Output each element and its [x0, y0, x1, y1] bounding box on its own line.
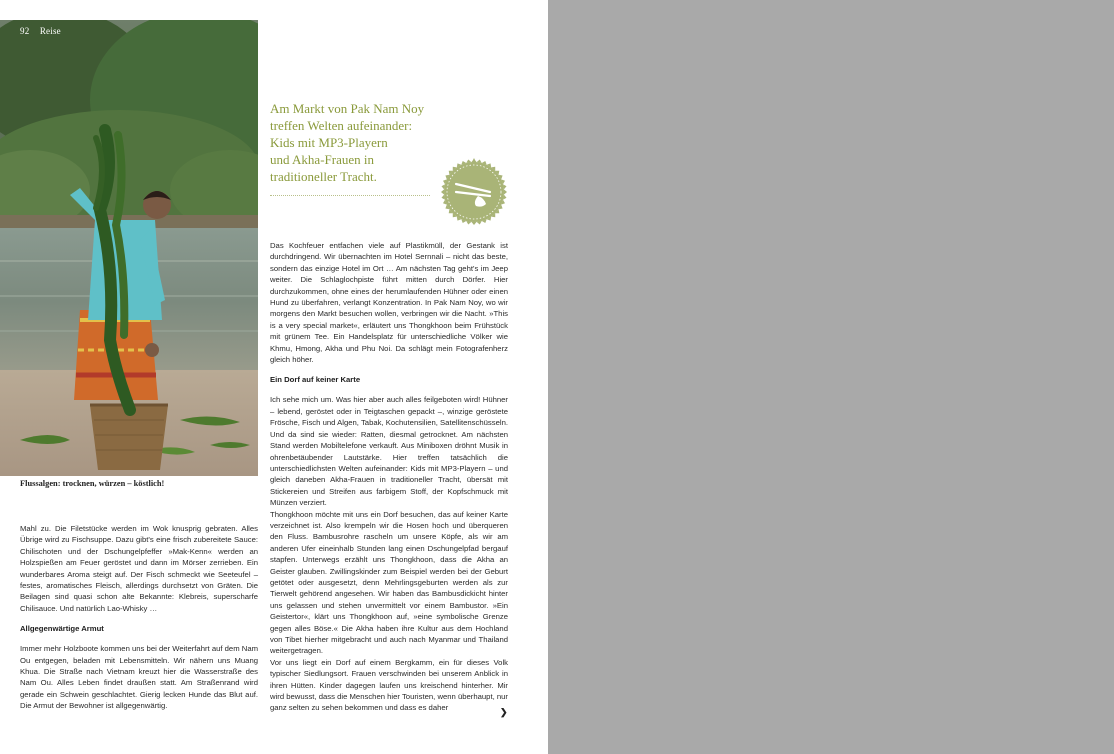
- paragraph: Mahl zu. Die Filetstücke werden im Wok knusprig gebraten. Alles Übrige wird zu Fischsuppe. Dazu gibt's eine frisch zubereitete Sauce: Chilischoten und der Dschungelpfeffer »Mak-Kenn« werden an Holzspießen am Feuer geröstet und dann im Mörser zerrieben. Ein wunderbares Aroma steigt auf. Der Fisch schmeckt wie Seeteufel – festes, aromatisches Fleisch, allerdings durchsetzt von Gräten. Die Beilagen sind quasi schon alte Bekannte: Klebreis, superscharfe Chilisauce. Und natürlich Lao-Whisky …: [20, 524, 258, 613]
- paragraph: Vor uns liegt ein Dorf auf einem Bergkamm, ein für dieses Volk typischer Siedlungsort. Frauen verschwinden bei unserem Anblick in ihren Hütten. Kinder dagegen laufen uns kreischend hinterher. Mir wird bewusst, dass die Menschen hier Touristen, wenn überhaupt, nur ganz selten zu sehen bekommen und dass es daher: [270, 657, 508, 713]
- pull-quote-line: Kids mit MP3-Playern: [270, 135, 388, 150]
- left-text-column: [20, 523, 258, 712]
- chevron-right-icon: ❯: [500, 707, 508, 717]
- photo-woman-river-algae: [0, 20, 258, 476]
- subheading: Allgegenwärtige Armut: [20, 624, 104, 634]
- subheading: Ein Dorf auf keiner Karte: [270, 375, 361, 385]
- dotted-divider: [270, 195, 430, 196]
- magazine-page: [0, 0, 548, 754]
- paragraph: Immer mehr Holzboote kommen uns bei der Weiterfahrt auf dem Nam Ou entgegen, beladen mit Lebensmitteln. Wir nähern uns Muang Khua. Die Straße nach Vietnam kreuzt hier die Wasserstraße des Nam Ou. Alles Leben findet draußen statt. Am Straßenrand wird gerade ein Schwein geschlachtet. Gierig lecken Hunde das Blut auf. Die Armut der Bewohner ist allgegenwärtig.: [20, 644, 258, 711]
- paragraph: Das Kochfeuer entfachen viele auf Plastikmüll, der Gestank ist durchdringend. Wir übernachten im Hotel Sernnali – nicht das beste, sondern das einzige Hotel im Ort … Am nächsten Tag geht's im Jeep weiter. Die Schlaglochpiste führt mitten durch Dörfer. Hier durchzukommen, ohne eines der herumlaufenden Hühner oder einen Hund zu überfahren, verlangt Konzentration. In Pak Nam Noy, wo wir morgens den Markt besuchen wollen, verbringen wir die Nacht. »This is a very special market«, erläutert uns Thongkhoon beim Frühstück mit grünem Tee. Ein Handelsplatz für unterschiedliche Völker wie Khmu, Hmong, Akha und Phu Noi. Da schlägt mein Fotografenherz gleich höher.: [270, 241, 508, 365]
- page-header: [20, 26, 61, 36]
- chopsticks-icon: [440, 158, 508, 226]
- empty-gray-area: [548, 0, 1114, 754]
- photo-caption: Flussalgen: trocknen, würzen – köstlich!: [20, 479, 165, 488]
- paragraph: Thongkhoon möchte mit uns ein Dorf besuchen, das auf keiner Karte verzeichnet ist. Also krempeln wir die Hosen hoch und überqueren den Fluss. Bambusrohre rascheln um unsere Köpfe, als wir am anderen Ufer eineinhalb Stunden lang einen Dschungelpfad bergauf stapfen. Unterwegs erzählt uns Thongkhoon, dass die Akha an Geister glauben. Zwillingskinder zum Beispiel werden bei der Geburt getötet oder ausgesetzt, denn Mehrlingsgeburten werden als zur Tierwelt gehörend angesehen. Wir haben das Bambusdickicht hinter uns gelassen und stehen unvermittelt vor einem Bambustor. »Ein Geistertor«, klärt uns Thongkhoon auf, »eine symbolische Grenze gegen alles Böse.« Die Akha haben ihre Kultur aus dem Hochland von Tibet hierher mitgebracht und auch nach Myanmar und Thailand weitergetragen.: [270, 509, 508, 656]
- pull-quote-line: und Akha-Frauen in: [270, 152, 374, 167]
- pull-quote-line: traditioneller Tracht.: [270, 169, 377, 184]
- page-number: 92: [20, 26, 30, 36]
- section-name: Reise: [39, 26, 61, 36]
- paragraph: Ich sehe mich um. Was hier aber auch alles feilgeboten wird! Hühner – lebend, geröstet oder in Teigtaschen gepackt –, winzige geröstete Frösche, Fisch und Algen, Tabak, Kochutensilien, Satellitenschüsseln. Und da sind sie wieder: Ratten, diesmal getrocknet. Am nächsten Stand werden Mobiltelefone verkauft. Aus Miniboxen dröhnt Musik in ohrenbetäubender Lautstärke. Hier treffen tatsächlich die unterschiedlichsten Welten aufeinander: Kids mit MP3-Playern – und gleich daneben Akha-Frauen in traditioneller Tracht, übersät mit Stickereien und Streifen aus farbigem Stoff, der Kopfschmuck mit Münzen verziert.: [270, 395, 508, 508]
- pull-quote-line: Am Markt von Pak Nam Noy: [270, 101, 425, 116]
- pull-quote-line: treffen Welten aufeinander:: [270, 118, 413, 133]
- photo-illustration: [0, 20, 258, 476]
- right-text-column: [270, 240, 508, 714]
